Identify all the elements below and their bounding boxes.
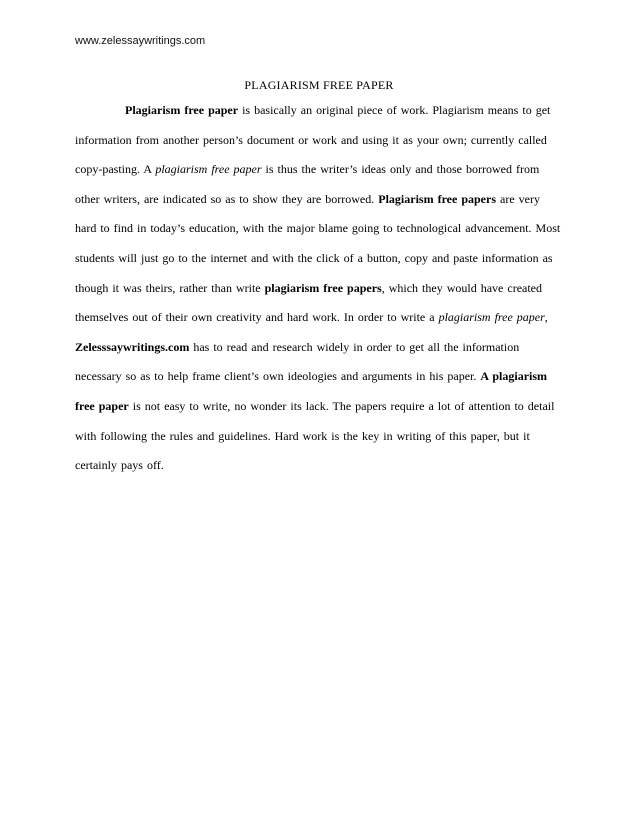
text-segment: is basically an original piece of work. Plagiarism means to get information from another person’s document or work and using it as your own; currently called copy-pasting. A (75, 103, 551, 177)
text-segment-bold: plagiarism free papers (264, 280, 382, 295)
text-segment-italic: plagiarism free paper (438, 310, 545, 325)
document-title: PLAGIARISM FREE PAPER (244, 78, 394, 92)
header-url: www.zelessaywritings.com (75, 35, 206, 47)
text-segment: , which they would have created themselves out of their own creativity and hard work. In order to write a (75, 280, 543, 325)
text-segment: is not easy to write, no wonder its lack. The papers require a lot of attention to detail with following the rules and guidelines. Hard work is the key in writing of this paper, but it certainly pays off. (75, 398, 555, 473)
text-segment-bold: Plagiarism free papers (378, 191, 497, 206)
text-segment-bold: Plagiarism free paper (125, 103, 239, 117)
text-segment: has to read and research widely in order to get all the information necessary so as to help frame client’s own ideologies and arguments in his paper. (75, 339, 520, 384)
body-paragraph (75, 96, 565, 481)
text-segment: are very hard to find in today’s education, with the major blame going to technological advancement. Most students will just go to the internet and with the click of a button, copy and paste information as though it was theirs, rather than write (75, 191, 561, 295)
text-segment-italic: plagiarism free paper (155, 162, 262, 177)
text-segment-bold: A plagiarism free paper (75, 369, 548, 413)
document-body (75, 96, 565, 481)
text-segment: , (544, 310, 548, 325)
text-segment-bold: Zelesssaywritings.com (75, 339, 190, 354)
text-segment: is thus the writer’s ideas only and those borrowed from other writers, are indicated so as to show they are borrowed. (75, 162, 540, 206)
